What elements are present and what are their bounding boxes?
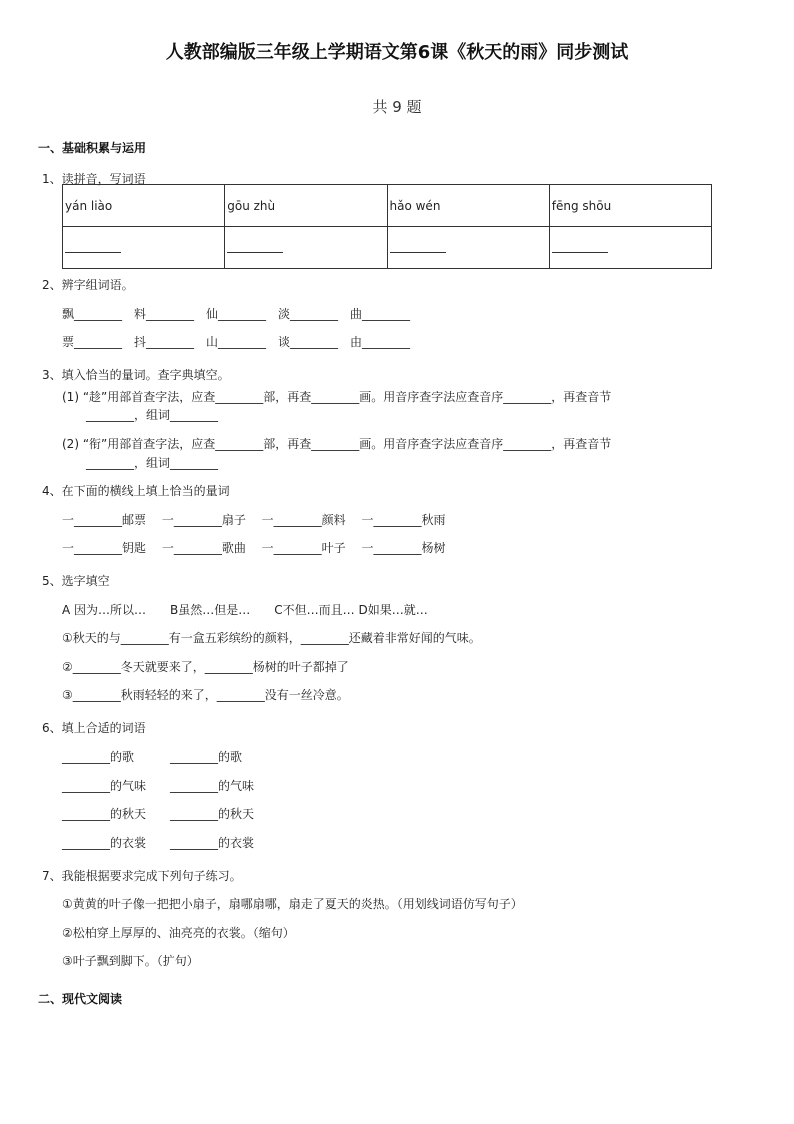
page-title: 人教部编版三年级上学期语文第6课《秋天的雨》同步测试 [165,42,629,63]
answer-blank [227,251,283,253]
question-4-row-1: 一________邮票 一________扇子 一________颜料 一________秋雨 [62,513,446,527]
question-6-row: ________的气味 ________的气味 [62,779,255,793]
section-heading-basics: 一、基础积累与运用 [38,141,147,155]
question-7-label: 7、我能根据要求完成下列句子练习。 [42,869,242,883]
question-6-row: ________的歌 ________的歌 [62,750,243,764]
question-2-row-1: 飘________ 料________ 仙________ 淡________ 曲________ [62,307,411,321]
pinyin-cell: gōu zhù [225,185,387,227]
question-6-label: 6、填上合适的词语 [42,721,146,735]
answer-cell[interactable] [549,227,711,269]
question-2-row-2: 票________ 抖________ 山________ 谈________ 由________ [62,335,411,349]
pinyin-table [62,184,712,269]
question-7-sentence-2: ②松柏穿上厚厚的、油亮亮的衣裳。（缩句） [62,926,295,940]
answer-cell[interactable] [387,227,549,269]
question-7-sentence-1: ①黄黄的叶子像一把把小扇子，扇哪扇哪，扇走了夏天的炎热。（用划线词语仿写句子） [62,897,523,911]
question-3-part-2-cont: ________，组词________ [86,456,219,470]
question-4-label: 4、在下面的横线上填上恰当的量词 [42,484,230,498]
question-3-label: 3、填入恰当的量词。查字典填空。 [42,368,230,382]
question-5-label: 5、选字填空 [42,574,110,588]
pinyin-cell: fēng shōu [549,185,711,227]
answer-blank [552,251,608,253]
question-count: 共 9 题 [372,98,422,116]
pinyin-cell: yán liào [63,185,225,227]
question-6-row: ________的衣裳 ________的衣裳 [62,836,255,850]
question-5-sentence-3: ③________秋雨轻轻的来了，________没有一丝冷意。 [62,688,349,702]
question-5-options: A 因为…所以… B虽然…但是… C不但…而且… D如果…就… [62,603,428,617]
answer-cell[interactable] [225,227,387,269]
question-7-sentence-3: ③叶子飘到脚下。（扩句） [62,954,199,968]
question-3-part-1: (1) “趁”用部首查字法，应查________部，再查________画。用音序查字法应查音序________，再查音节 [62,390,612,404]
answer-blank [65,251,121,253]
answer-cell[interactable] [63,227,225,269]
section-heading-reading: 二、现代文阅读 [38,992,123,1006]
question-6-row: ________的秋天 ________的秋天 [62,807,255,821]
question-2-label: 2、辨字组词语。 [42,278,134,292]
question-1-label: 1、读拼音，写词语 [42,172,146,186]
question-3-part-2: (2) “衔”用部首查字法，应查________部，再查________画。用音序查字法应查音序________，再查音节 [62,437,612,451]
question-5-sentence-2: ②________冬天就要来了，________杨树的叶子都掉了 [62,660,349,674]
question-5-sentence-1: ①秋天的与________有一盒五彩缤纷的颜料，________还藏着非常好闻的气味。 [62,631,481,645]
answer-blank [390,251,446,253]
question-3-part-1-cont: ________，组词________ [86,408,219,422]
pinyin-cell: hǎo wén [387,185,549,227]
question-4-row-2: 一________钥匙 一________歌曲 一________叶子 一________杨树 [62,541,446,555]
